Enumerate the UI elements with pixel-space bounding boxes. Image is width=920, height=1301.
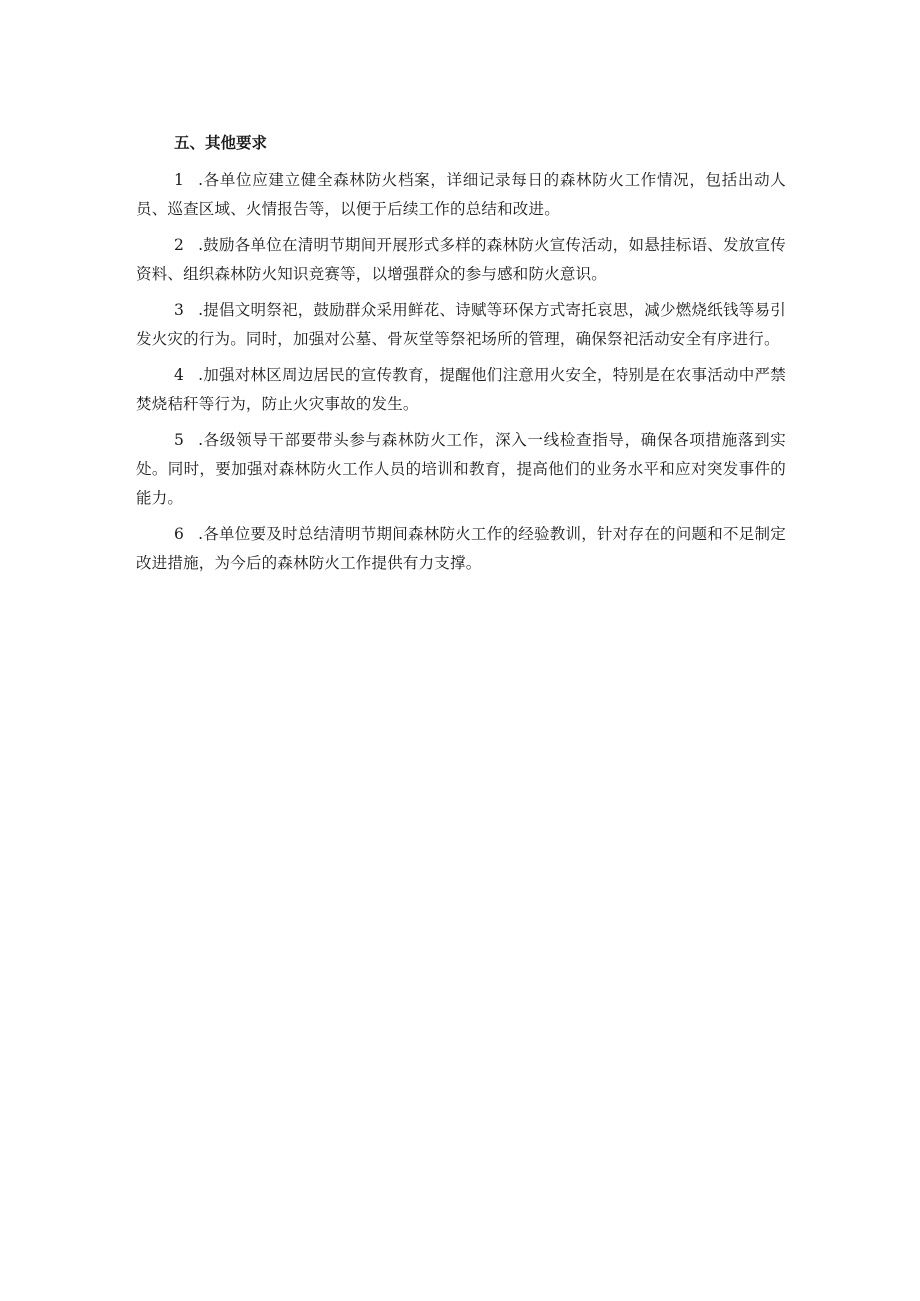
item-number: 5 (174, 431, 185, 449)
list-item-1 (136, 166, 786, 224)
list-item-6 (136, 520, 786, 578)
item-number: 3 (174, 301, 185, 319)
item-text: .鼓励各单位在清明节期间开展形式多样的森林防火宣传活动，如悬挂标语、发放宣传资料、组织森林防火知识竞赛等，以增强群众的参与感和防火意识。 (136, 236, 786, 283)
item-number: 2 (174, 236, 185, 254)
section-heading: 五、其他要求 (174, 134, 268, 152)
item-number: 1 (174, 171, 185, 189)
item-text: .各单位应建立健全森林防火档案，详细记录每日的森林防火工作情况，包括出动人员、巡查区域、火情报告等，以便于后续工作的总结和改进。 (136, 171, 786, 218)
item-text: .提倡文明祭祀，鼓励群众采用鲜花、诗赋等环保方式寄托哀思，减少燃烧纸钱等易引发火灾的行为。同时，加强对公墓、骨灰堂等祭祀场所的管理，确保祭祀活动安全有序进行。 (136, 301, 786, 348)
list-item-5 (136, 426, 786, 513)
item-number: 4 (174, 366, 185, 384)
list-item-2 (136, 231, 786, 289)
list-item-3 (136, 296, 786, 354)
item-text: .加强对林区周边居民的宣传教育，提醒他们注意用火安全，特别是在农事活动中严禁焚烧秸秆等行为，防止火灾事故的发生。 (136, 366, 786, 413)
item-text: .各级领导干部要带头参与森林防火工作，深入一线检查指导，确保各项措施落到实处。同时，要加强对森林防火工作人员的培训和教育，提高他们的业务水平和应对突发事件的能力。 (136, 431, 786, 507)
item-text: .各单位要及时总结清明节期间森林防火工作的经验教训，针对存在的问题和不足制定改进措施，为今后的森林防火工作提供有力支撑。 (136, 525, 786, 572)
list-item-4 (136, 361, 786, 419)
item-number: 6 (174, 525, 185, 543)
document-page (136, 128, 786, 585)
